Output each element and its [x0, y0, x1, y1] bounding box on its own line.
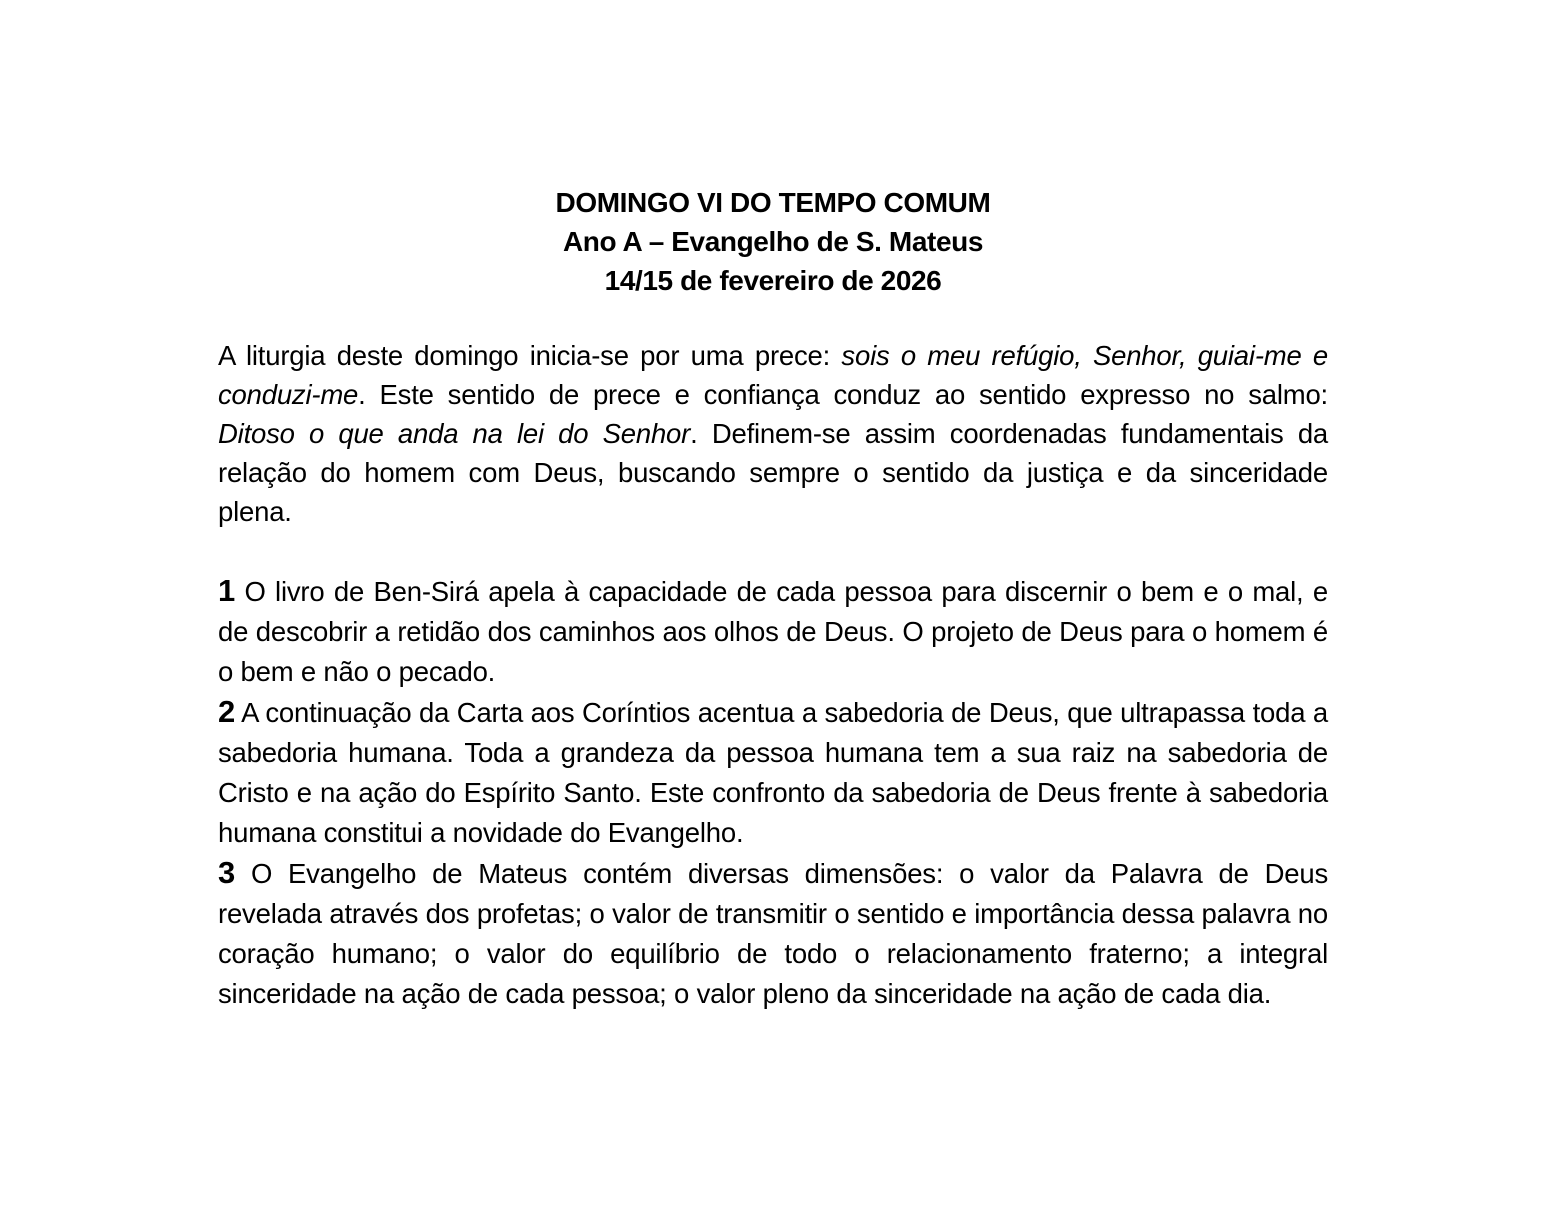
- point-text: A continuação da Carta aos Coríntios acentua a sabedoria de Deus, que ultrapassa toda a sabedoria humana. Toda a grandeza da pessoa humana tem a sua raiz na sabedoria de Cristo e na ação do Espírito Santo. Este confronto da sabedoria de Deus frente à sabedoria humana constitui a novidade do Evangelho.: [218, 697, 1328, 848]
- point-text: O livro de Ben-Sirá apela à capacidade de cada pessoa para discernir o bem e o mal, e de descobrir a retidão dos caminhos aos olhos de Deus. O projeto de Deus para o homem é o bem e não o pecado.: [218, 576, 1328, 687]
- document-title: DOMINGO VI DO TEMPO COMUM: [555, 187, 991, 218]
- reading-point-3: [218, 853, 1328, 1014]
- document-date: 14/15 de fevereiro de 2026: [604, 265, 942, 296]
- reading-point-2: [218, 692, 1328, 853]
- document-header: [218, 183, 1328, 300]
- intro-text-2: . Este sentido de prece e confiança conduz ao sentido expresso no salmo:: [358, 379, 1328, 410]
- document-page: [218, 183, 1328, 1014]
- point-number: 1: [218, 573, 236, 608]
- point-text: O Evangelho de Mateus contém diversas dimensões: o valor da Palavra de Deus revelada através dos profetas; o valor de transmitir o sentido e importância dessa palavra no coração humano; o valor do equilíbrio de todo o relacionamento fraterno; a integral sinceridade na ação de cada pessoa; o valor pleno da sinceridade na ação de cada dia.: [218, 858, 1328, 1009]
- intro-quote-1: sois o meu refúgio, Senhor, guiai-me e conduzi-me: [218, 340, 1329, 410]
- point-number: 3: [218, 855, 236, 890]
- reading-point-1: [218, 571, 1328, 692]
- point-number: 2: [218, 694, 236, 729]
- intro-paragraph: [218, 336, 1328, 531]
- intro-text-3: . Definem-se assim coordenadas fundamentais da relação do homem com Deus, buscando sempre o sentido da justiça e da sinceridade plena.: [218, 418, 1329, 527]
- reading-points: [218, 571, 1328, 1014]
- intro-quote-2: Ditoso o que anda na lei do Senhor: [218, 418, 691, 449]
- document-subtitle: Ano A – Evangelho de S. Mateus: [562, 226, 983, 257]
- intro-text-1: A liturgia deste domingo inicia-se por uma prece:: [218, 340, 842, 371]
